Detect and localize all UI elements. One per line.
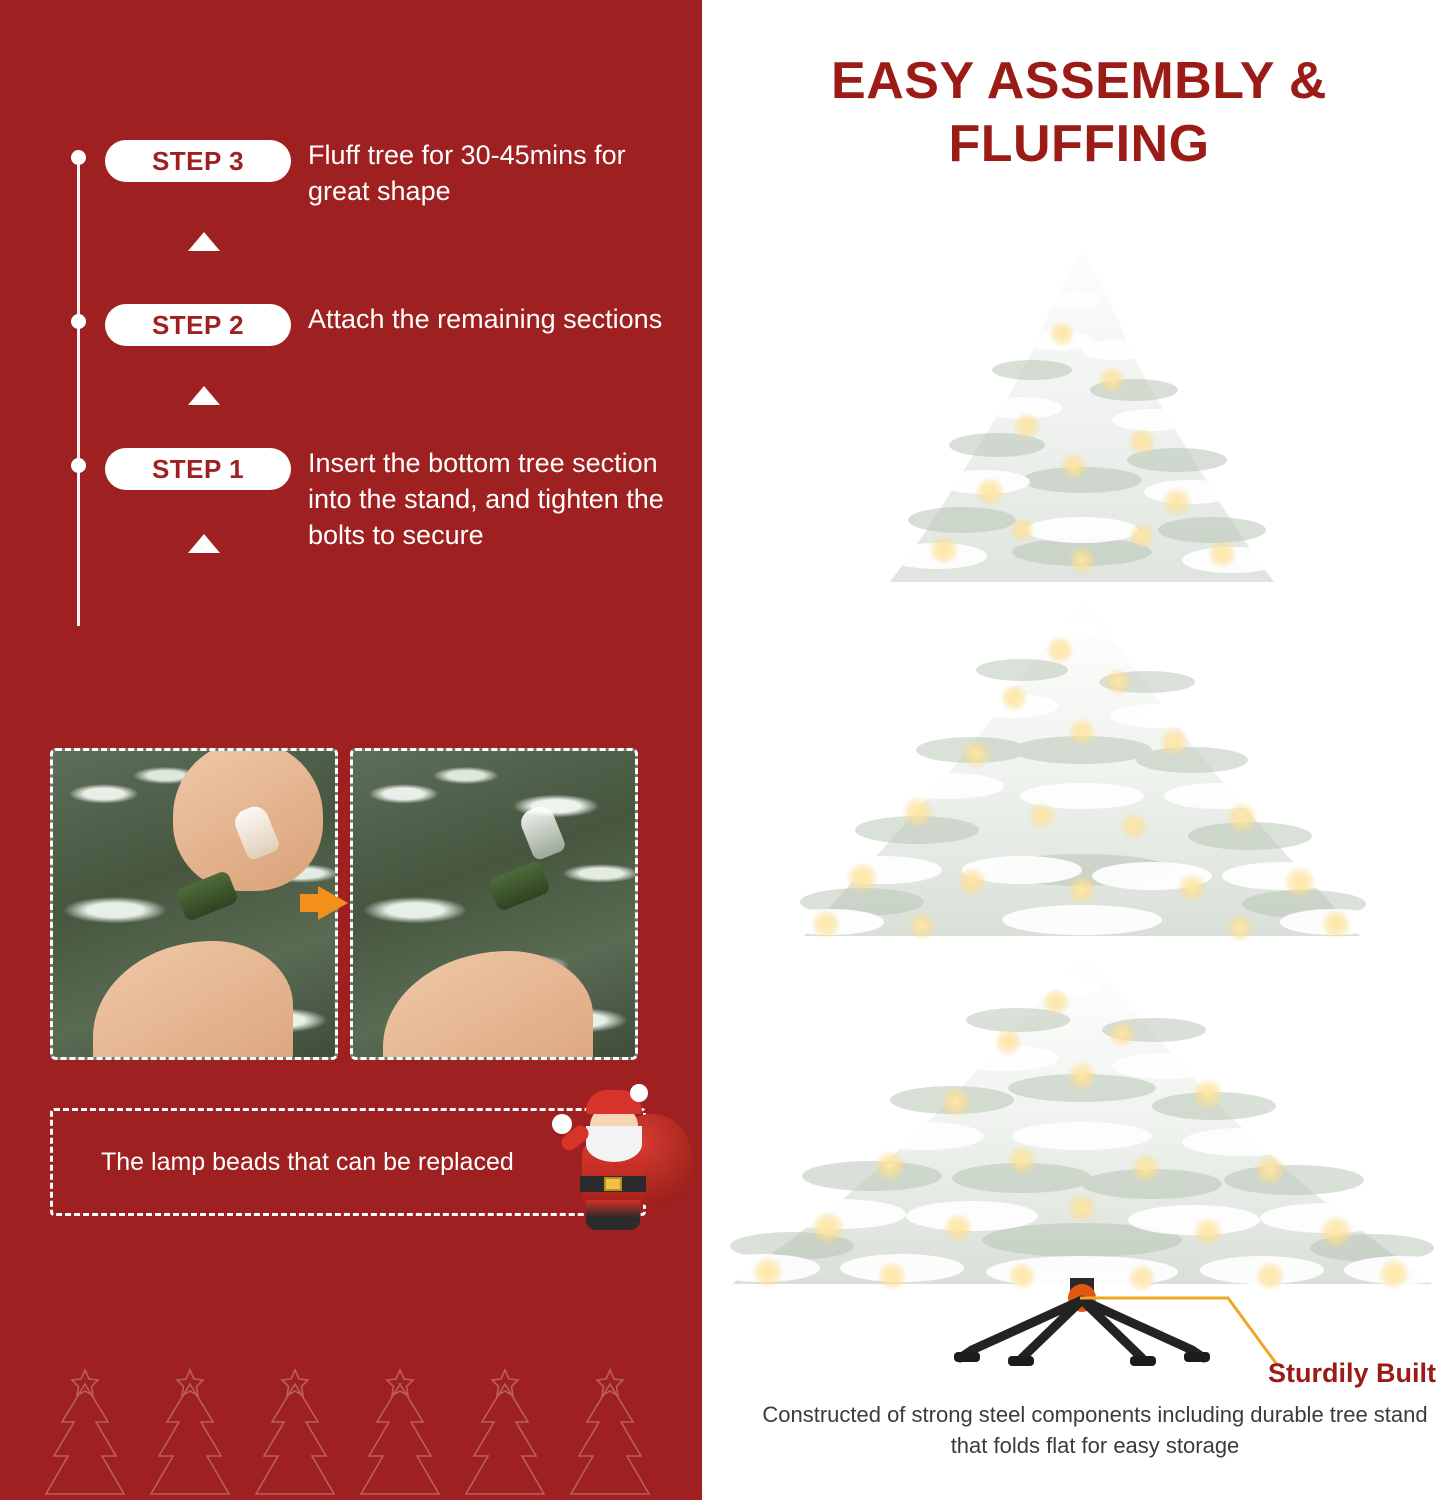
santa-buckle <box>604 1177 622 1191</box>
santa-legs <box>586 1200 640 1230</box>
santa-icon <box>556 1078 696 1238</box>
step-description-3: Fluff tree for 30-45mins for great shape <box>308 140 626 206</box>
step-item-2 <box>60 304 670 426</box>
tree-stand-icon <box>954 1278 1210 1366</box>
step-description-2: Attach the remaining sections <box>308 304 663 334</box>
tree-illustration-svg <box>722 230 1442 1370</box>
timeline-node-icon <box>71 314 86 329</box>
step-badge-3: STEP 3 <box>105 140 291 182</box>
santa-beard <box>586 1126 642 1162</box>
up-arrow-icon <box>188 232 220 251</box>
tree-tier-bottom <box>722 954 1442 1292</box>
arrow-right-icon <box>318 886 348 920</box>
photo-bulb-removed <box>50 748 338 1060</box>
headline-line-2: FLUFFING <box>948 115 1210 174</box>
right-product-panel <box>702 0 1456 1500</box>
up-arrow-icon <box>188 534 220 553</box>
photo-bulb-inserted <box>350 748 638 1060</box>
timeline-node-icon <box>71 458 86 473</box>
step-item-1 <box>60 448 670 618</box>
decorative-tree-pattern <box>0 1360 702 1500</box>
tree-tier-middle <box>776 600 1388 942</box>
lamp-bead-caption-text: The lamp beads that can be replaced <box>101 1147 514 1176</box>
santa-waving-hand <box>552 1114 572 1134</box>
headline-line-1: EASY ASSEMBLY & <box>831 52 1327 110</box>
sturdily-built-label: Sturdily Built <box>1268 1358 1436 1388</box>
timeline-node-icon <box>71 150 86 165</box>
christmas-tree-image <box>722 230 1442 1370</box>
up-arrow-icon <box>188 386 220 405</box>
assembly-steps-timeline <box>60 140 670 618</box>
page-title <box>702 50 1456 177</box>
bottom-caption-text: Constructed of strong steel components including durable tree stand that folds flat for easy storage <box>762 1402 1428 1458</box>
step-badge-2: STEP 2 <box>105 304 291 346</box>
santa-hat-pompom <box>630 1084 648 1102</box>
step-badge-1: STEP 1 <box>105 448 291 490</box>
tree-tier-top <box>887 250 1282 582</box>
step-description-1: Insert the bottom tree section into the stand, and tighten the bolts to secure <box>308 448 664 550</box>
bulb-replacement-photos <box>50 748 646 1060</box>
left-instructions-panel <box>0 0 702 1500</box>
step-item-3 <box>60 140 670 260</box>
